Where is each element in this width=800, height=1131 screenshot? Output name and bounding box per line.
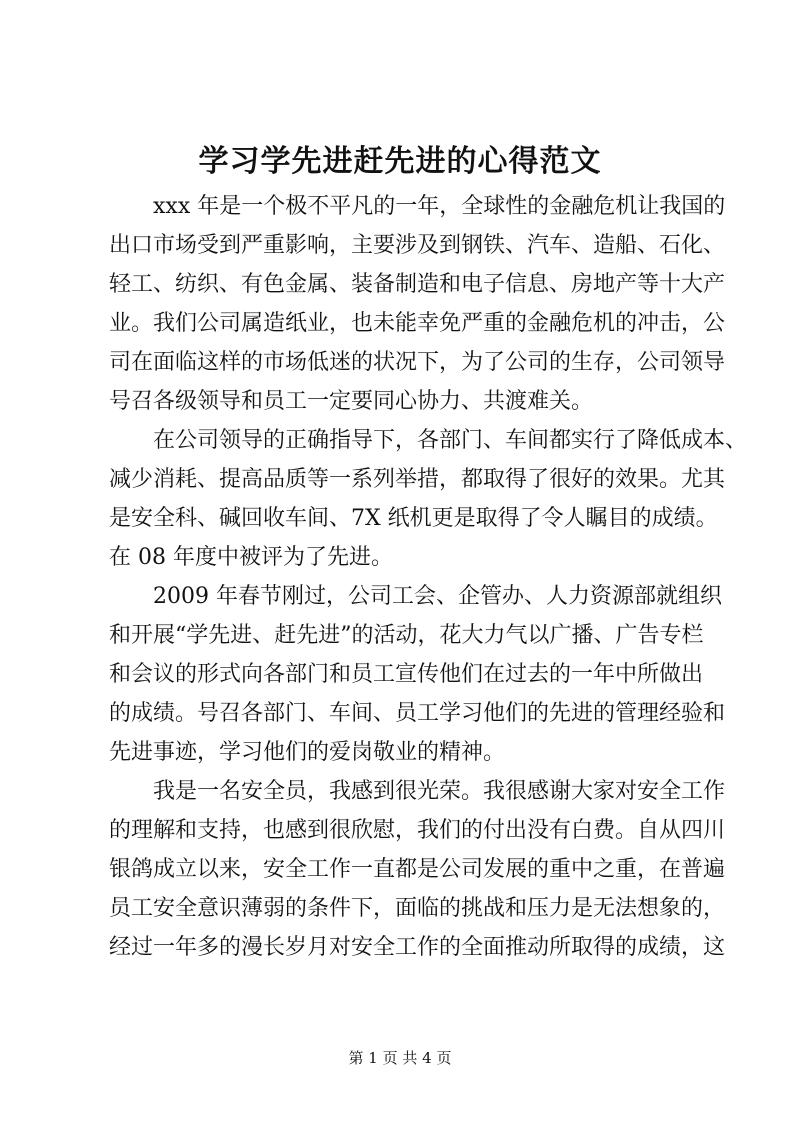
text-line: 银鸽成立以来，安全工作一直都是公司发展的重中之重，在普遍 (109, 857, 726, 882)
text-line: 轻工、纺织、有色金属、装备制造和电子信息、房地产等十大产 (109, 272, 726, 297)
text-line: 出口市场受到严重影响，主要涉及到钢铁、汽车、造船、石化、 (109, 233, 726, 258)
text-line: 业。我们公司属造纸业，也未能幸免严重的金融危机的冲击，公 (109, 311, 726, 336)
text-line: 的理解和支持，也感到很欣慰，我们的付出没有白费。自从四川 (109, 818, 726, 843)
text-line: 先进事迹，学习他们的爱岗敬业的精神。 (109, 740, 506, 765)
text-line: 经过一年多的漫长岁月对安全工作的全面推动所取得的成绩，这 (109, 935, 726, 960)
text-line: 号召各级领导和员工一定要同心协力、共渡难关。 (109, 389, 594, 414)
text-line: 司在面临这样的市场低迷的状况下，为了公司的生存，公司领导 (109, 350, 726, 375)
text-line: 我是一名安全员，我感到很光荣。我很感谢大家对安全工作 (153, 779, 726, 804)
text-line: xxx 年是一个极不平凡的一年，全球性的金融危机让我国的 (153, 194, 726, 219)
text-line: 的成绩。号召各部门、车间、员工学习他们的先进的管理经验和 (109, 701, 726, 726)
document-body (109, 187, 748, 967)
text-line: 在 08 年度中被评为了先进。 (109, 545, 393, 570)
text-line: 在公司领导的正确指导下，各部门、车间都实行了降低成本、 (153, 428, 748, 453)
text-line: 是安全科、碱回收车间、7X 纸机更是取得了令人瞩目的成绩。 (109, 506, 718, 531)
page-footer: 第 1 页 共 4 页 (348, 1049, 452, 1067)
text-line: 和开展“学先进、赶先进”的活动，花大力气以广播、广告专栏 (109, 623, 704, 648)
text-line: 和会议的形式向各部门和员工宣传他们在过去的一年中所做出 (109, 662, 704, 687)
text-line: 2009 年春节刚过，公司工会、企管办、人力资源部就组织 (153, 584, 722, 609)
text-line: 减少消耗、提高品质等一系列举措，都取得了很好的效果。尤其 (109, 467, 726, 492)
text-line: 员工安全意识薄弱的条件下，面临的挑战和压力是无法想象的， (109, 896, 726, 921)
document-title: 学习学先进赶先进的心得范文 (198, 144, 602, 179)
